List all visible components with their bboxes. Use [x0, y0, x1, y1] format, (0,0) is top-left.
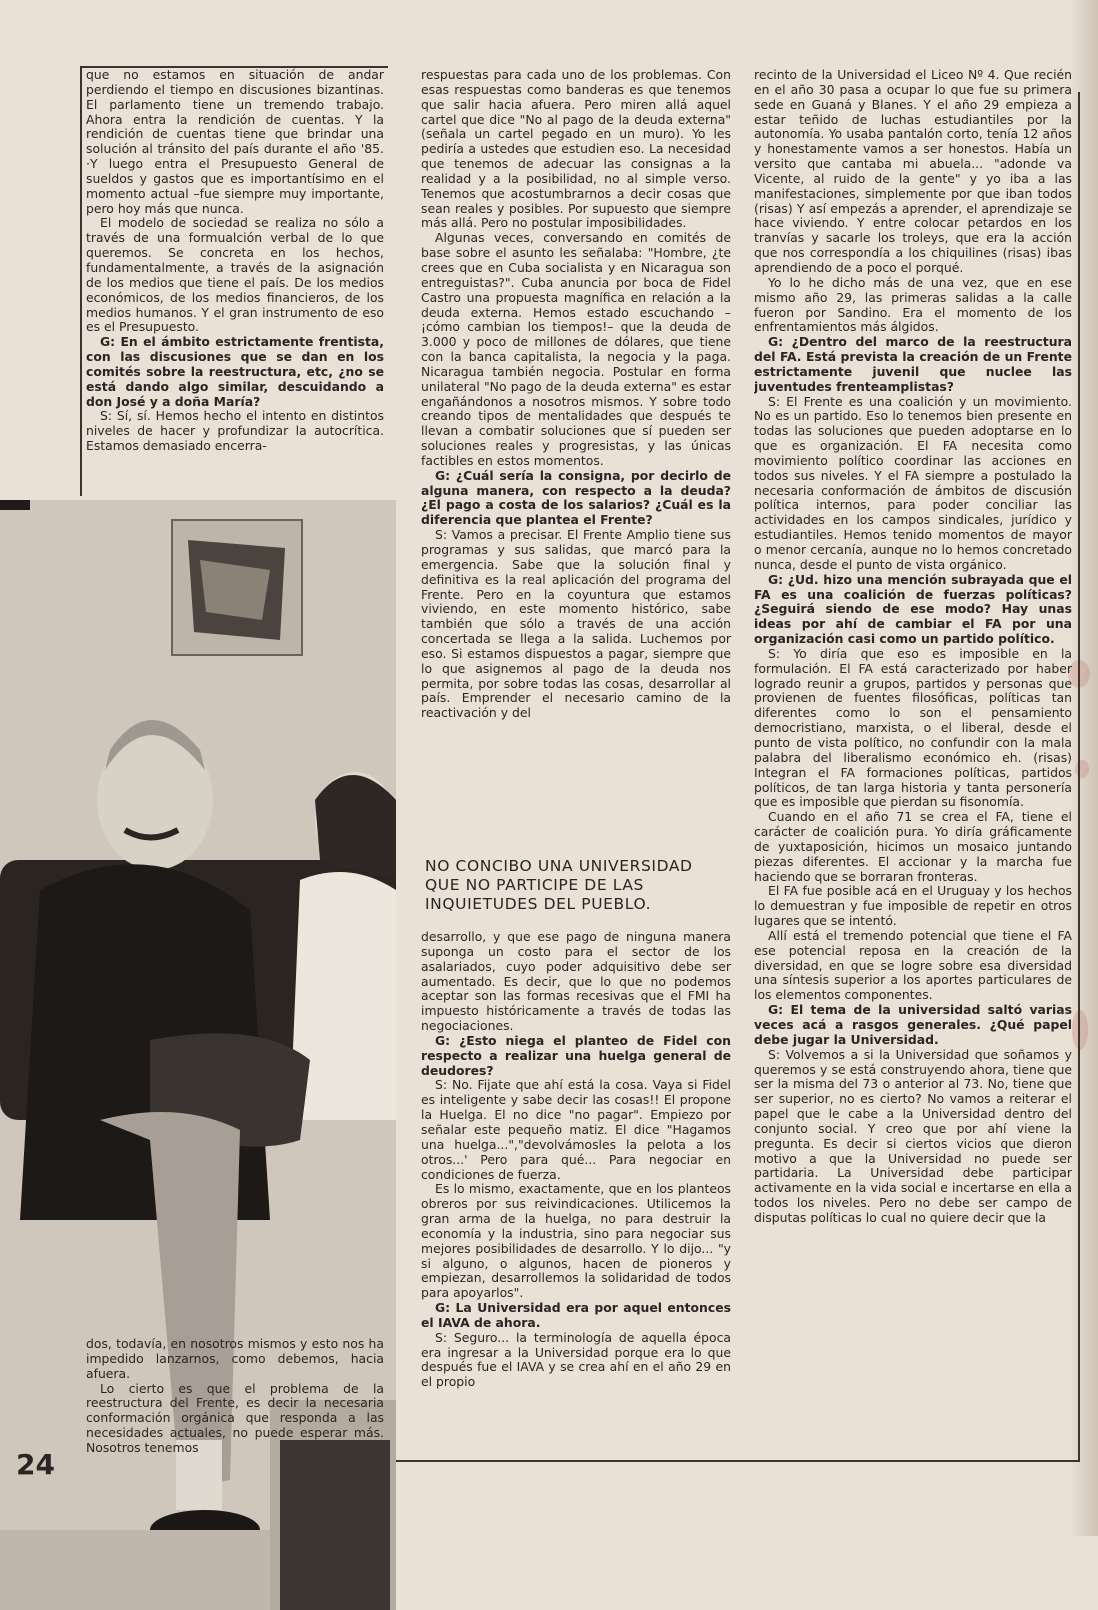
paragraph: Es lo mismo, exactamente, que en los planteos obreros por sus reivindicaciones. Utilicemos la gran arma de la huelga, no para destruir la economía y la industria, sino para negociar sus mejores posibilidades de desarrollo. Y lo dijo... "y si alguno, o algunos, hacen de pioneros y empiezan, desarrollemos la solidaridad de todos para apoyarlos".	[421, 1181, 731, 1301]
paragraph: S: El Frente es una coalición y un movimiento. No es un partido. Eso lo tenemos bien presente en todas las soluciones que pueden adoptarse en lo que es organización. El FA necesita como movimiento político coordinar las acciones en todos sus niveles. Y el FA siempre a postulado la necesaria conformación de ámbitos de discusión política internos, para poder conciliar las actividades en los campos sindicales, jurídico y estudiantiles. Hemos tenido momentos de mayor o menor cercanía, aunque no lo hemos concretado nunca, desde el punto de vista orgánico.	[754, 393, 1072, 572]
interview-question: G: El tema de la universidad saltó varias veces acá a rasgos generales. ¿Qué papel debe jugar la Universidad.	[754, 1002, 1072, 1047]
frame-right	[1078, 92, 1080, 1462]
interview-question: G: En el ámbito estrictamente frentista, con las discusiones que se dan en los comités sobre la reestructura, etc, ¿no se está dando algo similar, descuidando a don José y a doña María?	[86, 334, 384, 409]
paragraph: dos, todavía, en nosotros mismos y esto nos ha impedido lanzarnos, como debemos, hacia afuera.	[86, 1337, 384, 1381]
paragraph: S: Volvemos a si la Universidad que soñamos y queremos y se está construyendo ahora, tiene que ser la misma del 73 o anterior al 73. No, tiene que ser superior, no es cierto? No vamos a reiterar el papel que le cabe a la Universidad dentro del conjunto social. Y creo que por ahí viene la pregunta. Es decir si ciertos vicios que dieron motivo a que la Universidad no puede ser partidaria. La Universidad debe participar activamente en la vida social e incertarse en ella a todos los niveles. Pero no debe ser campo de disputas políticas lo cual no quiere decir que la	[754, 1046, 1072, 1225]
paragraph: Lo cierto es que el problema de la reestructura del Frente, es decir la necesaria conformación orgánica que responda a las necesidades actuales, no puede esperar más. Nosotros tenemos	[86, 1380, 384, 1455]
paragraph: El modelo de sociedad se realiza no sólo a través de una formualción verbal de lo que queremos. Se concreta en los hechos, fundamentalmente, a través de la asignación de los medios que tiene el país. De los medios económicos, de los medios financieros, de los medios humanos. Y el gran instrumento de eso es el Presupuesto.	[86, 215, 384, 335]
paragraph: recinto de la Universidad el Liceo Nº 4. Que recién en el año 30 pasa a ocupar lo que fue su primera sede en Guaná y Blanes. Y el año 29 empieza a estar teñido de luchas estudiantiles por la autonomía. Yo usaba pantalón corto, tenía 12 años y honestamente vamos a ser honestos. Había un versito que cantaba mi abuela... "adonde va Vicente, al ruido de la gente" y yo iba a las manifestaciones, simplemente por que iban todos (risas) Y así empezás a aprender, el aprendizaje se hace viviendo. Y entre colocar petardos en los tranvías y sacarle los troleys, que era la acción que nos correspondía a los chiquilines (risas) ibas aprendiendo de a poco el porqué.	[754, 68, 1072, 275]
paragraph: respuestas para cada uno de los problemas. Con esas respuestas como banderas es que tenemos que salir hacia afuera. Pero miren allá aquel cartel que dice "No al pago de la deuda externa" (señala un cartel pegado en un muro). Yo les pediría a ustedes que estudien eso. La necesidad que tenemos de adecuar las consignas a la realidad y a la posibilidad, no al simple verso. Tenemos que acostumbrarnos a decir cosas que sean reales y posibles. Por supuesto que siempre más allá. Pero no postular imposibilidades.	[421, 68, 731, 231]
interview-question: G: ¿Ud. hizo una mención subrayada que el FA es una coalición de fuerzas políticas? ¿Seguirá siendo de ese modo? Hay unas ideas por ahí de cambiar el FA por una organización casi como un partido político.	[754, 571, 1072, 647]
column-1-bottom	[86, 1337, 384, 1457]
page-number: 24	[16, 1448, 55, 1481]
paragraph: S: Seguro... la terminología de aquella época era ingresar a la Universidad porque era lo que después fue el IAVA y se crea ahí en el año 29 en el propio	[421, 1329, 731, 1390]
headline: NO CONCIBO UNA UNIVERSIDAD QUE NO PARTICIPE DE LAS INQUIETUDES DEL PUEBLO.	[425, 857, 693, 913]
frame-left	[80, 66, 82, 496]
interview-question: G: La Universidad era por aquel entonces el IAVA de ahora.	[421, 1300, 731, 1330]
column-1-top	[86, 68, 384, 500]
column-3	[754, 68, 1072, 1460]
paragraph: S: Yo diría que eso es imposible en la formulación. El FA está caracterizado por haber logrado reunir a grupos, partidos y personas que provienen de fuentes filosóficas, políticas tan diferentes como lo son el pensamiento democristiano, marxista, o el liberal, desde el punto de vista político, no confundir con la mala palabra del liberalismo económico eh. (risas) Integran el FA formaciones políticas, partidos políticos, de tan larga historia y tanta personería que es imposible que pierdan su fisonomía.	[754, 645, 1072, 810]
paragraph: Allí está el tremendo potencial que tiene el FA ese potencial reposa en la creación de la diversidad, en que se logre sobre esa diversidad una síntesis superior a los aportes particulares de los elementos componentes.	[754, 927, 1072, 1003]
column-2-bottom	[421, 930, 731, 1458]
stain	[1072, 1010, 1088, 1050]
paragraph: Algunas veces, conversando en comités de base sobre el asunto les señalaba: "Hombre, ¿te crees que en Cuba socialista y en Nicaragua son entreguistas?". Cuba anuncia por boca de Fidel Castro una propuesta magnífica en relación a la deuda externa. Hemos estado escuchando –¡cómo cambian los tiempos!– que la deuda de 3.000 y poco de millones de dólares, que tiene con la banca capitalista, la negocia y la paga. Nicaragua también negocia. Postular en forma unilateral "No pago de la deuda externa" es estar engañándonos a nosotros mismos. Y sobre todo creando tipos de mentalidades que después te llevan a combatir soluciones que sí pueden ser soluciones reales y progresistas, y las únicas factibles en estos momentos.	[421, 230, 731, 468]
paragraph: Cuando en el año 71 se crea el FA, tiene el carácter de coalición pura. Yo diría gráficamente de yuxtaposición, hicimos un mosaico juntando piezas diferentes. El accionar y la marcha fue haciendo que se borraran fronteras.	[754, 809, 1072, 884]
paragraph: S: No. Fijate que ahí está la cosa. Vaya si Fidel es inteligente y sabe decir las cosas!! El propone la Huelga. El no dice "no pagar". Empiezo por señalar este pequeño matiz. El dice "Hagamos una huelga...","devolvámosles la pelota a los otros...' Pero para qué... Para negociar en condiciones de fuerza.	[421, 1077, 731, 1182]
paragraph: S: Vamos a precisar. El Frente Amplio tiene sus programas y sus salidas, que marcó para la emergencia. Sabe que la solución final y definitiva es la real aplicación del programa del Frente. Pero en la coyuntura que estamos viviendo, en este momento histórico, sabe también que sólo a través de una acción concertada se llega a la salida. Luchemos por eso. Si estamos dispuestos a pagar, siempre que lo que asignemos al pago de la deuda nos permita, por sobre todas las cosas, desarrollar al país. Emprender el necesario camino de la reactivación y del	[421, 527, 731, 721]
interview-question: G: ¿Cuál sería la consigna, por decirlo de alguna manera, con respecto a la deuda? ¿El pago a costa de los salarios? ¿Cuál es la diferencia que plantea el Frente?	[421, 467, 731, 528]
paragraph: S: Sí, sí. Hemos hecho el intento en distintos niveles de hacer y profundizar la autocrítica. Estamos demasiado encerra-	[86, 408, 384, 454]
column-2-top	[421, 68, 731, 848]
interview-question: G: ¿Dentro del marco de la reestructura del FA. Está prevista la creación de un Frente estrictamente juvenil que nuclee las juventudes frenteamplistas?	[754, 334, 1072, 394]
paragraph: que no estamos en situación de andar perdiendo el tiempo en discusiones bizantinas. El parlamento tiene un tremendo trabajo. Ahora entra la rendición de cuentas. Y la rendición de cuentas tiene que brindar una solución al tránsito del país durante el año '85. ·Y luego entra el Presupuesto General de sueldos y gastos que es importantísimo en el momento actual –fue siempre muy importante, pero hoy más que nunca.	[86, 68, 384, 216]
paragraph: desarrollo, y que ese pago de ninguna manera suponga un costo para el sector de los asalariados, cuyo poder adquisitivo debe ser aumentado. Es decir, que lo que no podemos aceptar son las formas recesivas que el FMI ha impuesto históricamente a través de todas las negociaciones.	[421, 930, 731, 1034]
paragraph: Yo lo he dicho más de una vez, que en ese mismo año 29, las primeras salidas a la calle fueron por Sandino. Era el momento de los enfrentamientos más álgidos.	[754, 274, 1072, 335]
paragraph: El FA fue posible acá en el Uruguay y los hechos lo demuestran y fue imposible de repetir en otros lugares que se intentó.	[754, 883, 1072, 929]
interview-question: G: ¿Esto niega el planteo de Fidel con respecto a realizar una huelga general de deudores?	[421, 1032, 731, 1078]
